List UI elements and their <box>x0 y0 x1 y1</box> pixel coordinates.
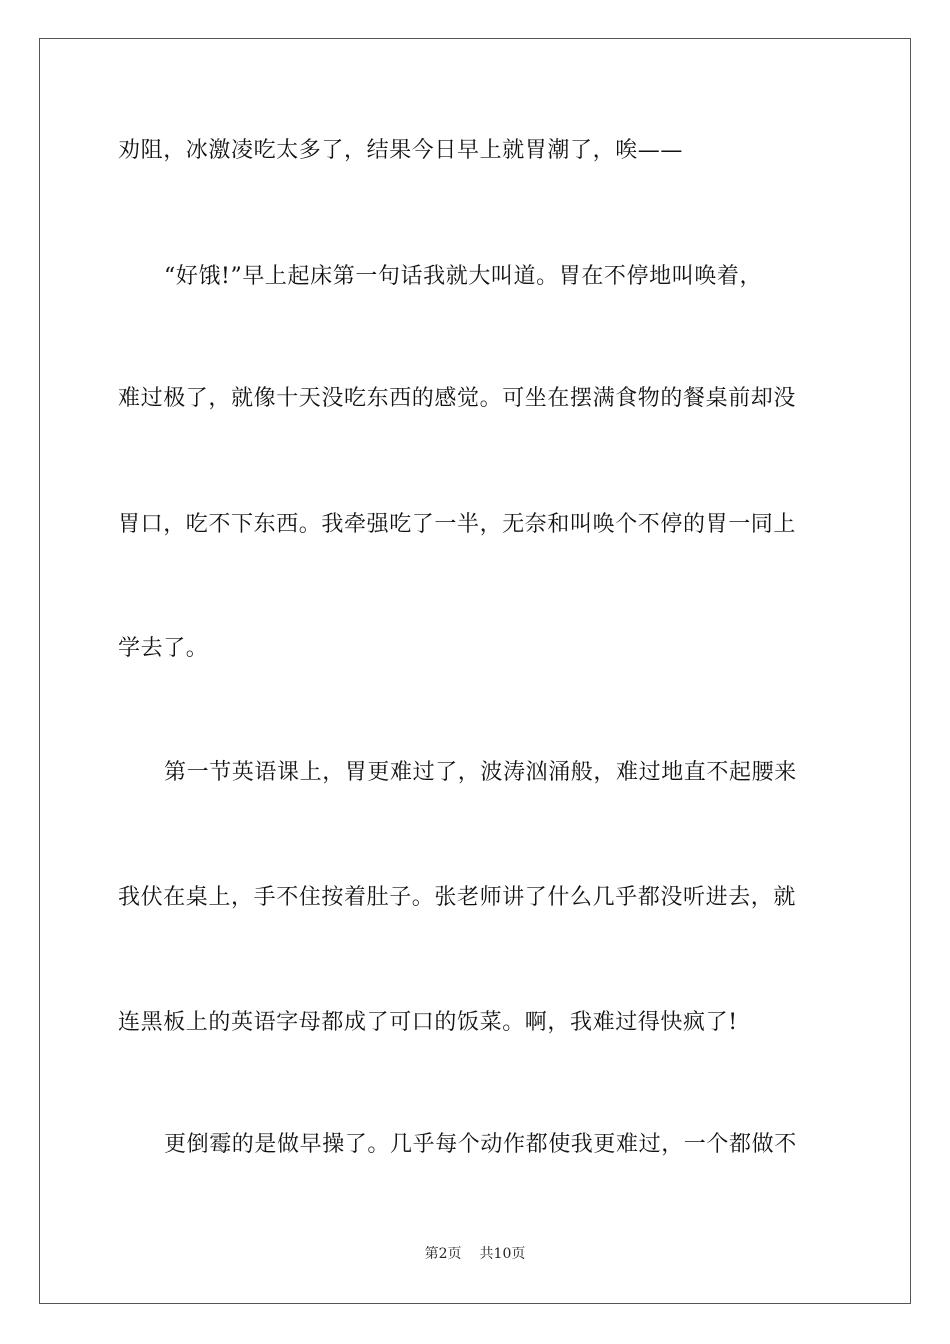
body-line-6: 第一节英语课上，胃更难过了，波涛汹涌般，难过地直不起腰来 <box>164 760 797 785</box>
page-border <box>39 38 911 1304</box>
body-line-7: 我伏在桌上，手不住按着肚子。张老师讲了什么几乎都没听进去，就 <box>118 885 797 910</box>
body-line-5: 学去了。 <box>118 636 209 661</box>
page-total: 共10页 <box>479 1246 526 1262</box>
body-line-8: 连黑板上的英语字母都成了可口的饭菜。啊，我难过得快疯了! <box>118 1010 738 1035</box>
body-line-2: “好饿!”早上起床第一句话我就大叫道。胃在不停地叫唤着， <box>164 264 763 289</box>
body-line-3: 难过极了，就像十天没吃东西的感觉。可坐在摆满食物的餐桌前却没 <box>118 386 797 411</box>
page-number: 第2页 <box>424 1246 462 1262</box>
body-line-4: 胃口，吃不下东西。我牵强吃了一半，无奈和叫唤个不停的胃一同上 <box>118 512 797 537</box>
body-line-9: 更倒霉的是做早操了。几乎每个动作都使我更难过，一个都做不 <box>164 1132 797 1157</box>
page-footer <box>0 1244 950 1264</box>
body-line-1: 劝阻，冰激凌吃太多了，结果今日早上就胃潮了，唉—— <box>118 138 684 163</box>
